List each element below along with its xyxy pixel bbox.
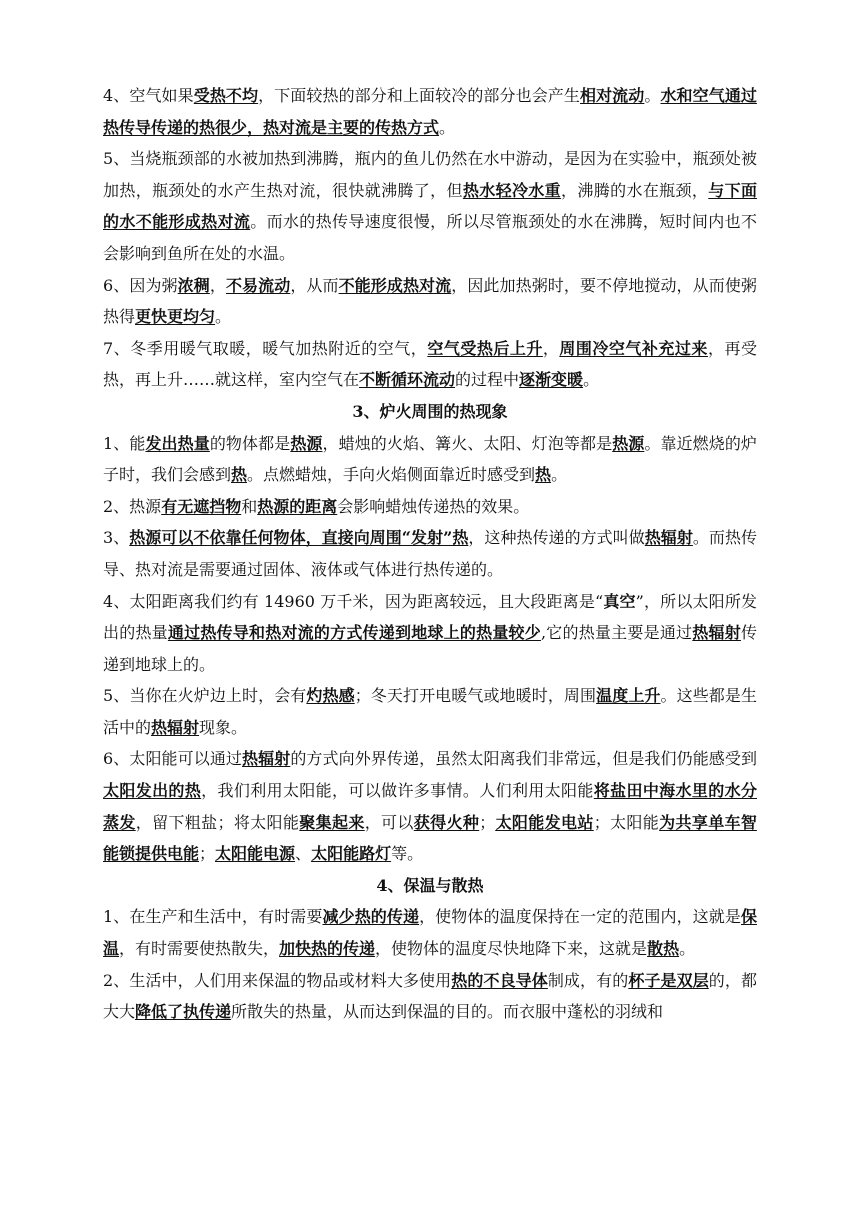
paragraph (103, 491, 757, 523)
text-run: 。这些都是生活中的 (103, 686, 757, 737)
text-run: 的，都大大 (103, 970, 757, 1022)
key-term: 相对流动 (580, 86, 645, 105)
text-run: ；太阳能 (593, 812, 660, 832)
key-term: 水和空气通过热传导传递的热很少，热对流是主要的传热方式 (103, 86, 757, 137)
text-run: 的过程中 (455, 370, 520, 390)
key-term: 真空 (603, 591, 636, 611)
text-run: 6、因为粥 (103, 275, 178, 295)
key-term: 热的不良导体 (451, 970, 548, 990)
text-run: ，这种热传递的方式叫做 (468, 528, 645, 548)
text-run: 。靠近燃烧的炉子时，我们会感到 (103, 433, 757, 485)
text-run: 所散失的热量，从而达到保温的目的。而衣服中蓬松的羽绒和 (231, 1002, 664, 1022)
text-run: 的方式向外界传递，虽然太阳离我们非常远，但是我们仍能感受到 (290, 749, 757, 769)
text-run: 。 (583, 370, 600, 390)
paragraph (103, 901, 757, 964)
paragraph (103, 143, 757, 269)
paragraph (103, 743, 757, 869)
key-term: 热 (535, 465, 552, 485)
key-term: 散热 (647, 939, 680, 959)
key-term: 温度上升 (596, 686, 661, 706)
text-run: ，再受热，再上升……就这样，室内空气在 (103, 338, 757, 390)
text-run: 4、太阳距离我们约有 14960 万千米，因为距离较远，且大段距离是“ (103, 591, 604, 611)
text-run: ，蜡烛的火焰、篝火、太阳、灯泡等都是 (322, 433, 613, 453)
key-term: 获得火种 (413, 812, 480, 832)
text-run: 2、生活中，人们用来保温的物品或材料大多使用 (103, 970, 452, 990)
text-run: 。 (644, 86, 661, 105)
text-run: ， (542, 338, 560, 358)
text-run: ，使物体的温度尽快地降下来，这就是 (375, 939, 648, 959)
text-run: 2、热源 (103, 496, 162, 516)
key-term: 有无遮挡物 (161, 496, 242, 516)
paragraph (103, 80, 757, 143)
paragraph (103, 680, 757, 743)
key-term: 太阳能发电站 (495, 812, 594, 832)
paragraph (103, 270, 757, 333)
key-term: 太阳能路灯 (311, 844, 392, 864)
text-run: 等。 (391, 844, 424, 864)
paragraph (103, 428, 757, 491)
key-term: 热辐射 (644, 528, 693, 548)
text-run: 传递到地球上的。 (103, 623, 757, 674)
key-term: 热 (231, 465, 248, 485)
text-run: ； (199, 844, 216, 864)
key-term: 热源的距离 (257, 496, 338, 516)
text-run: ； (479, 812, 496, 832)
key-term: 加快热的传递 (279, 939, 376, 959)
key-term: 浓稠 (177, 275, 210, 295)
key-term: 周围冷空气补充过来 (559, 338, 708, 358)
key-term: 与下面的水不能形成热对流 (103, 180, 757, 232)
text-run: ，下面较热的部分和上面较冷的部分也会产生 (258, 86, 580, 105)
section-heading: 4、保温与散热 (376, 875, 484, 895)
text-run: 1、在生产和生活中，有时需要 (103, 907, 323, 927)
text-run: ；冬天打开电暖气或地暖时，周围 (354, 686, 597, 706)
text-run: 的物体都是 (209, 433, 291, 453)
key-term: 发出热量 (145, 433, 210, 453)
text-run: 1、能 (103, 433, 146, 453)
key-term: 通过热传导和热对流的方式传递到地球上的热量较少 (167, 623, 541, 643)
text-run: 。 (215, 307, 232, 327)
text-run: ”，所以太阳所发出的热量 (103, 591, 757, 643)
paragraph (103, 522, 757, 585)
text-run: 。而水的热传导速度很慢，所以尽管瓶颈处的水在沸腾，短时间内也不会影响到鱼所在处的水温。 (103, 212, 757, 263)
text-run: 、 (295, 844, 312, 864)
paragraph (103, 586, 757, 681)
text-run: ，有时需要使热散失， (119, 939, 280, 959)
key-term: 太阳发出的热 (103, 781, 202, 801)
text-run: ，沸腾的水在瓶颈， (561, 180, 709, 200)
text-run: 。 (551, 465, 568, 485)
key-term: 空气受热后上升 (427, 338, 543, 358)
text-run: 。点燃蜡烛，手向火焰侧面靠近时感受到 (247, 465, 536, 485)
key-term: 保温 (103, 907, 757, 959)
key-term: 热水轻冷水重 (462, 180, 562, 200)
key-term: 太阳能电源 (215, 844, 296, 864)
text-run: 4、空气如果 (103, 86, 194, 105)
key-term: 热辐射 (151, 717, 200, 737)
key-term: 不能形成热对流 (338, 275, 452, 295)
text-run: ，从而 (290, 275, 339, 295)
text-run: 5、当你在火炉边上时，会有 (103, 686, 307, 706)
text-run: ，留下粗盐；将太阳能 (135, 812, 300, 832)
text-run: 7、冬季用暖气取暖，暖气加热附近的空气， (103, 338, 428, 358)
key-term: 热辐射 (242, 749, 291, 769)
key-term: 受热不均 (193, 86, 259, 105)
key-term: 为共享单车智能锁提供电能 (103, 812, 757, 864)
key-term: 将盐田中海水里的水分蒸发 (103, 781, 757, 832)
text-run: 。 (439, 117, 456, 137)
key-term: 灼热感 (306, 686, 355, 706)
key-term: 减少热的传递 (322, 907, 420, 927)
text-run: 现象。 (199, 717, 248, 737)
text-run: ，我们利用太阳能，可以做许多事情。人们利用太阳能 (201, 781, 594, 801)
key-term: 不易流动 (225, 275, 291, 295)
key-term: 更快更均匀 (135, 307, 216, 327)
text-run: ， (209, 275, 226, 295)
text-run: 。 (679, 939, 696, 959)
text-run: 和 (241, 496, 258, 516)
key-term: 聚集起来 (299, 812, 365, 832)
key-term: 杯子是双层 (628, 970, 709, 990)
key-term: 热辐射 (692, 623, 741, 643)
paragraph (103, 333, 757, 396)
text-run: 制成，有的 (547, 970, 629, 990)
text-run: ，可以 (364, 812, 414, 832)
key-term: 热源 (290, 433, 323, 453)
key-term: 降低了执传递 (135, 1002, 232, 1022)
text-run: 会影响蜡烛传递热的效果。 (337, 496, 530, 516)
text-run: ，因此加热粥时，要不停地搅动，从而使粥热得 (103, 275, 757, 327)
text-run: 6、太阳能可以通过 (103, 749, 243, 769)
text-run: 5、当烧瓶颈部的水被加热到沸腾，瓶内的鱼儿仍然在水中游动，是因为在实验中，瓶颈处被加热，瓶颈处的水产生热对流，很快就沸腾了，但 (103, 149, 757, 200)
text-run: 。而热传导、热对流是需要通过固体、液体或气体进行热传递的。 (103, 528, 757, 579)
paragraph (103, 965, 757, 1028)
document-page (103, 80, 757, 1028)
text-run: ，使物体的温度保持在一定的范围内，这就是 (419, 907, 741, 927)
key-term: 热源 (612, 433, 645, 453)
key-term: 逐渐变暖 (519, 370, 584, 390)
text-run: 3、 (103, 528, 130, 548)
key-term: 热源可以不依靠任何物体，直接向周围“发射”热 (129, 528, 469, 548)
text-run: ,它的热量主要是通过 (540, 623, 693, 643)
section-heading: 3、炉火周围的热现象 (352, 401, 508, 421)
key-term: 不断循环流动 (359, 370, 456, 390)
